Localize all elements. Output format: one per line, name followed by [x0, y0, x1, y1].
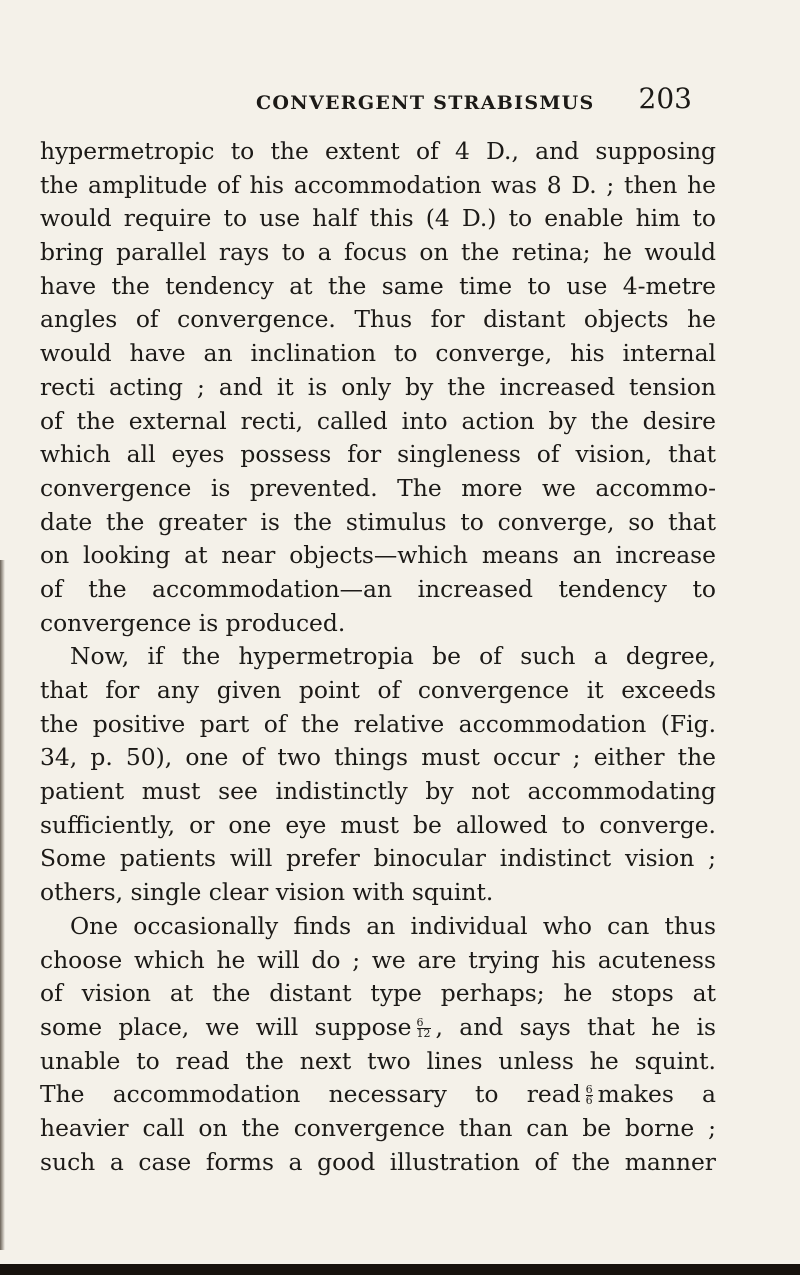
- text-line: the amplitude of his accommodation was 8 D. ; then he: [40, 170, 716, 199]
- text-line: date the greater is the stimulus to converge, so that: [40, 507, 716, 536]
- text-line: convergence is prevented. The more we accommo-: [40, 473, 716, 502]
- text-line: would have an inclination to converge, his internal: [40, 339, 716, 368]
- text-fragment: The accommodation necessary to read: [40, 1080, 581, 1109]
- text-line: patient must see indistinctly by not accommodating: [40, 777, 716, 806]
- text-line: unable to read the next two lines unless he squint.: [40, 1046, 716, 1075]
- text-line: such a case forms a good illustration of the manner: [40, 1147, 716, 1176]
- body-text: [40, 135, 716, 1179]
- text-line: sufficiently, or one eye must be allowed to converge.: [40, 810, 716, 839]
- fraction-numerator: 6: [417, 1018, 431, 1029]
- page-bottom-edge: [0, 1264, 800, 1275]
- fraction-numerator: 6: [585, 1083, 593, 1097]
- text-line: of the external recti, called into action by the desire: [40, 406, 716, 435]
- text-line: One occasionally finds an individual who can thus: [70, 911, 716, 940]
- fraction-denominator: 6: [585, 1094, 593, 1108]
- page-number: 203: [638, 82, 692, 115]
- text-line: of vision at the distant type perhaps; he stops at: [40, 979, 716, 1008]
- text-line: would require to use half this (4 D.) to enable him to: [40, 204, 716, 233]
- text-line: of the accommodation—an increased tendency to: [40, 574, 716, 603]
- fraction-denominator: 12: [416, 1026, 431, 1040]
- running-title: CONVERGENT STRABISMUS: [256, 92, 595, 114]
- text-line: Now, if the hypermetropia be of such a degree,: [70, 642, 716, 671]
- page-shadow: [0, 560, 5, 1250]
- text-fragment: some place, we will suppose: [40, 1012, 412, 1041]
- text-fragment: makes a: [597, 1080, 716, 1109]
- text-line: angles of convergence. Thus for distant objects he: [40, 305, 716, 334]
- text-line: have the tendency at the same time to use 4-metre: [40, 271, 716, 300]
- fraction: [416, 1015, 431, 1040]
- page-header: [232, 82, 692, 122]
- text-line: Some patients will prefer binocular indistinct vision ;: [40, 844, 716, 873]
- text-line: [40, 1011, 716, 1045]
- text-line: convergence is produced.: [40, 608, 346, 637]
- text-line: choose which he will do ; we are trying his acuteness: [40, 945, 716, 974]
- text-fragment: , and says that he is: [435, 1012, 716, 1041]
- text-line: [40, 1078, 716, 1112]
- text-line: that for any given point of convergence it exceeds: [40, 676, 716, 704]
- text-line: bring parallel rays to a focus on the retina; he would: [40, 238, 716, 267]
- text-line: which all eyes possess for singleness of vision, that: [40, 440, 716, 469]
- text-line: on looking at near objects—which means an increase: [40, 541, 716, 570]
- fraction: [586, 1085, 593, 1106]
- text-line: the positive part of the relative accommodation (Fig.: [40, 709, 716, 738]
- text-line: others, single clear vision with squint.: [40, 878, 494, 907]
- text-line: 34, p. 50), one of two things must occur ; either the: [40, 743, 716, 772]
- text-line: hypermetropic to the extent of 4 D., and supposing: [40, 137, 716, 165]
- text-line: recti acting ; and it is only by the increased tension: [40, 372, 716, 401]
- text-line: heavier call on the convergence than can be borne ;: [40, 1113, 716, 1142]
